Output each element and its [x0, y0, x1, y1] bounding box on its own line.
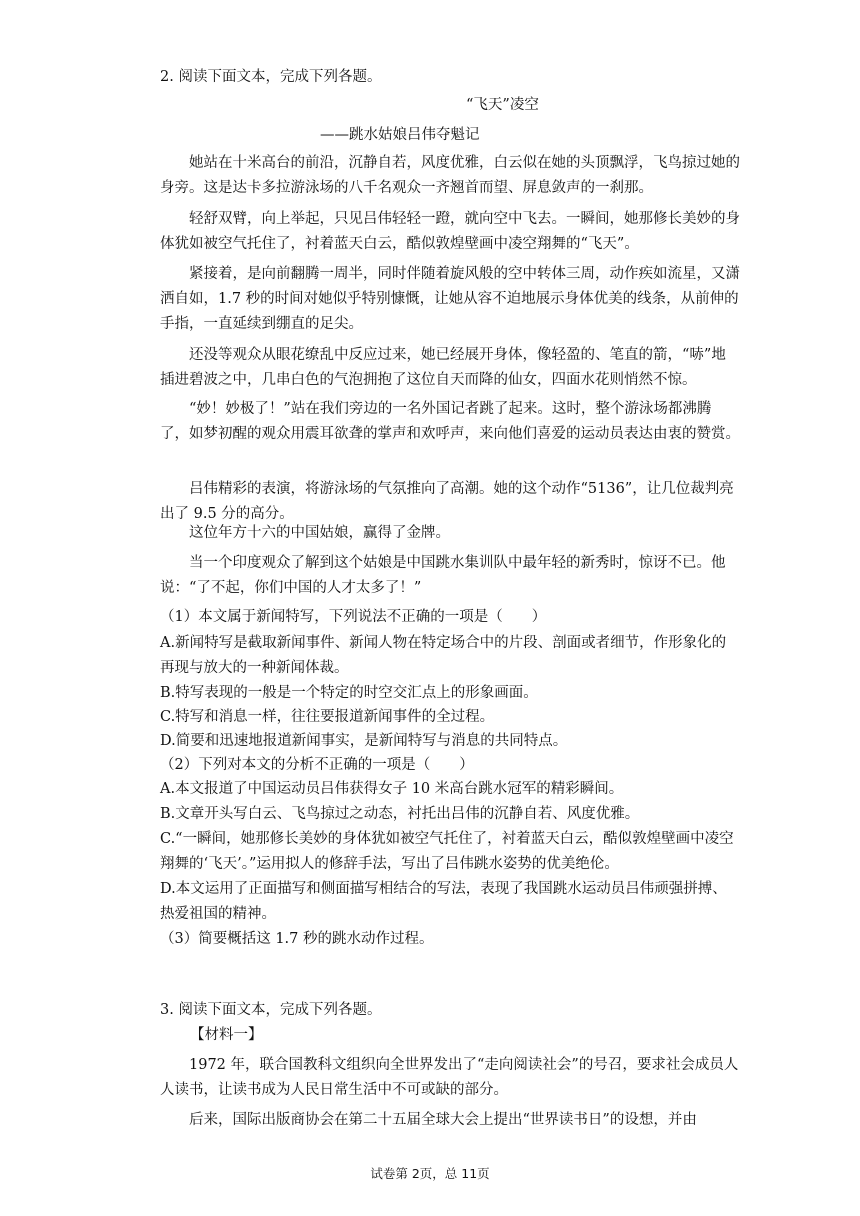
- article-paragraph: 吕伟精彩的表演，将游泳场的气氛推向了高潮。她的这个动作“5136”，让几位裁判亮出了 9.5 分的高分。: [160, 481, 734, 522]
- article-paragraph: 当一个印度观众了解到这个姑娘是中国跳水集训队中最年轻的新秀时，惊讶不已。他说：“了不起，你们中国的人才太多了！”: [160, 555, 726, 596]
- option-a: A.新闻特写是截取新闻事件、新闻人物在特定场合中的片段、剖面或者细节，作形象化的再现与放大的一种新闻体裁。: [160, 635, 727, 676]
- article-subtitle: ——跳水姑娘吕伟夺魁记: [320, 127, 480, 143]
- material-paragraph: 后来，国际出版商协会在第二十五届全球大会上提出“世界读书日”的设想，并由: [189, 1112, 697, 1128]
- article-title: “飞天”凌空: [466, 97, 539, 113]
- question-2-header: 2. 阅读下面文本，完成下列各题。: [160, 69, 382, 85]
- option-d: D.本文运用了正面描写和侧面描写相结合的写法，表现了我国跳水运动员吕伟顽强拼搏、热爱祖国的精神。: [160, 881, 727, 922]
- question-3-header: 3. 阅读下面文本，完成下列各题。: [160, 1002, 382, 1018]
- option-c: C.特写和消息一样，往往要报道新闻事件的全过程。: [160, 709, 495, 725]
- article-paragraph: “妙！妙极了！”站在我们旁边的一名外国记者跳了起来。这时，整个游泳场都沸腾了，如梦初醒的观众用震耳欲聋的掌声和欢呼声，来向他们喜爱的运动员表达由衷的赞赏。: [160, 401, 740, 442]
- sub-question-3-stem: （3）简要概括这 1.7 秒的跳水动作过程。: [160, 931, 434, 947]
- option-c: C.“一瞬间，她那修长美妙的身体犹如被空气托住了，衬着蓝天白云，酷似敦煌壁画中凌空翔舞的‘飞天’。”运用拟人的修辞手法，写出了吕伟跳水姿势的优美绝伦。: [160, 831, 734, 872]
- article-paragraph: 轻舒双臂，向上举起，只见吕伟轻轻一蹬，就向空中飞去。一瞬间，她那修长美妙的身体犹如被空气托住了，衬着蓝天白云，酷似敦煌壁画中凌空翔舞的“飞天”。: [160, 211, 740, 252]
- option-a: A.本文报道了中国运动员吕伟获得女子 10 米高台跳水冠军的精彩瞬间。: [160, 781, 624, 797]
- article-paragraph: 紧接着，是向前翻腾一周半，同时伴随着旋风般的空中转体三周，动作疾如流星，又潇洒自如，1.7 秒的时间对她似乎特别慷慨，让她从容不迫地展示身体优美的线条，从前伸的手指，一直延续到绷直的足尖。: [160, 266, 740, 332]
- article-paragraph: 还没等观众从眼花缭乱中反应过来，她已经展开身体，像轻盈的、笔直的箭，“哧”地插进碧波之中，几串白色的气泡拥抱了这位自天而降的仙女，四面水花则悄然不惊。: [160, 347, 726, 388]
- article-paragraph: 这位年方十六的中国姑娘，赢得了金牌。: [189, 525, 450, 541]
- article-paragraph: 她站在十米高台的前沿，沉静自若，风度优雅，白云似在她的头顶飘浮，飞鸟掠过她的身旁。这是达卡多拉游泳场的八千名观众一齐翘首而望、屏息敛声的一刹那。: [160, 155, 740, 196]
- page-footer: 试卷第 2页，总 11页: [370, 1166, 490, 1181]
- option-b: B.文章开头写白云、飞鸟掠过之动态，衬托出吕伟的沉静自若、风度优雅。: [160, 806, 640, 822]
- option-b: B.特写表现的一般是一个特定的时空交汇点上的形象画面。: [160, 685, 538, 701]
- material-tag: 【材料一】: [190, 1027, 263, 1043]
- sub-question-1-stem: （1）本文属于新闻特写，下列说法不正确的一项是（ ）: [160, 609, 547, 625]
- option-d: D.简要和迅速地报道新闻事实，是新闻特写与消息的共同特点。: [160, 733, 568, 749]
- material-paragraph: 1972 年，联合国教科文组织向全世界发出了“走向阅读社会”的号召，要求社会成员人人读书，让读书成为人民日常生活中不可或缺的部分。: [160, 1057, 739, 1098]
- sub-question-2-stem: （2）下列对本文的分析不正确的一项是（ ）: [160, 757, 474, 773]
